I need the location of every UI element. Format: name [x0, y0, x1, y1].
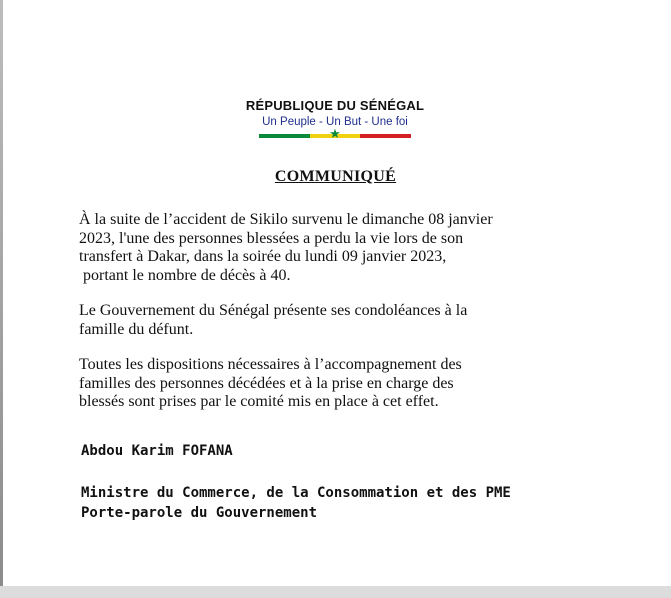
flag-red: [360, 134, 411, 138]
paragraph-line: Le Gouvernement du Sénégal présente ses condoléances à la: [79, 302, 468, 319]
page-edge-left: [0, 0, 3, 598]
paragraph-1: [79, 211, 579, 285]
paragraph-line: blessés sont prises par le comité mis en place à cet effet.: [79, 393, 439, 410]
star-icon: ★: [329, 127, 341, 142]
role-line: Ministre du Commerce, de la Consommation et des PME: [81, 485, 511, 501]
paragraph-line: famille du défunt.: [79, 320, 194, 338]
role-line: Porte-parole du Gouvernement: [81, 505, 318, 521]
paragraph-line: À la suite de l’accident de Sikilo survenu le dimanche 08 janvier: [79, 211, 493, 228]
letterhead: [240, 98, 430, 142]
document-title: COMMUNIQUÉ: [274, 168, 397, 185]
paragraph-line: Toutes les dispositions nécessaires à l’accompagnement des: [79, 356, 462, 373]
page-edge-bottom: [0, 586, 671, 598]
national-motto: Un Peuple - Un But - Une foi: [262, 116, 408, 128]
republic-name: RÉPUBLIQUE DU SÉNÉGAL: [245, 98, 425, 113]
paragraph-2: [79, 302, 579, 339]
flag-green: [259, 134, 310, 138]
paragraph-line: 2023, l'une des personnes blessées a perdu la vie lors de son: [79, 229, 464, 247]
signatory-role: [81, 483, 511, 523]
flag-stripe: [259, 127, 411, 142]
signatory-name: Abdou Karim FOFANA: [81, 443, 233, 459]
paragraph-line: familles des personnes décédées et à la prise en charge des: [79, 374, 454, 392]
paragraph-3: [79, 356, 579, 412]
paragraph-line: transfert à Dakar, dans la soirée du lundi 09 janvier 2023,: [79, 248, 447, 265]
paragraph-line: portant le nombre de décès à 40.: [79, 266, 291, 284]
